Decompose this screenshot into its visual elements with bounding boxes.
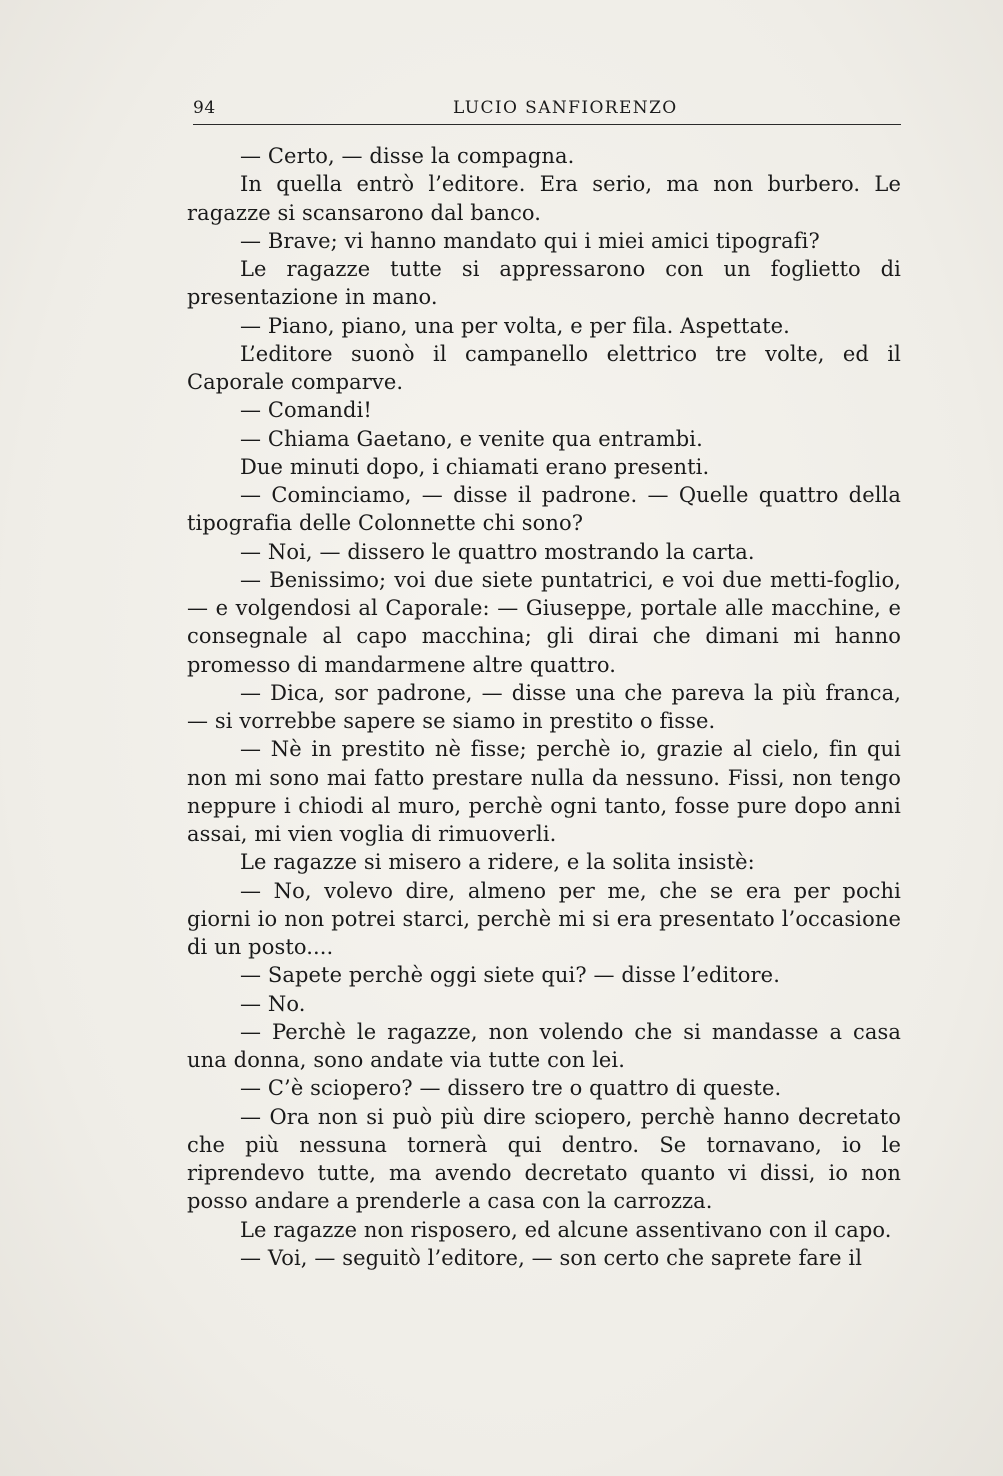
- paragraph: — Piano, piano, una per volta, e per fila. Aspettate.: [240, 313, 790, 338]
- paragraph: Le ragazze non risposero, ed alcune assentivano con il capo.: [240, 1217, 892, 1242]
- paragraph: — Brave; vi hanno mandato qui i miei amici tipografi?: [240, 228, 820, 253]
- paragraph: — Dica, sor padrone, — disse una che pareva la più franca, — si vorrebbe sapere se siamo in prestito o fisse.: [187, 680, 901, 733]
- paragraph: — Perchè le ragazze, non volendo che si mandasse a casa una donna, sono andate via tutte con lei.: [187, 1019, 901, 1072]
- paragraph: — Benissimo; voi due siete puntatrici, e voi due metti-foglio, — e volgendosi al Caporale: — Giuseppe, portale alle macchine, e consegnale al capo macchina; gli dirai che dimani mi hanno promesso di mandarmene altre quattro.: [187, 567, 901, 677]
- paragraph: — Noi, — dissero le quattro mostrando la carta.: [240, 539, 755, 564]
- paragraph: — C’è sciopero? — dissero tre o quattro di queste.: [240, 1076, 782, 1101]
- page-number: 94: [193, 98, 216, 118]
- paragraph: Due minuti dopo, i chiamati erano presenti.: [240, 454, 710, 479]
- body-text: [187, 142, 901, 1272]
- paragraph: — Voi, — seguitò l’editore, — son certo che saprete fare il: [240, 1245, 863, 1270]
- paragraph: Le ragazze si misero a ridere, e la solita insistè:: [240, 850, 755, 875]
- paragraph: — Certo, — disse la compagna.: [240, 144, 575, 168]
- paragraph: — No.: [240, 991, 306, 1016]
- paragraph: In quella entrò l’editore. Era serio, ma non burbero. Le ragazze si scansarono dal banco.: [187, 172, 901, 225]
- paragraph: Le ragazze tutte si appressarono con un foglietto di presentazione in mano.: [187, 257, 901, 310]
- paragraph: — Chiama Gaetano, e venite qua entrambi.: [240, 426, 703, 451]
- paragraph: — No, volevo dire, almeno per me, che se era per pochi giorni io non potrei starci, perchè mi si era presentato l’occasione di un posto....: [187, 878, 901, 959]
- paragraph: — Comandi!: [240, 398, 372, 423]
- paragraph: — Sapete perchè oggi siete qui? — disse l’editore.: [240, 963, 780, 988]
- page-header: [193, 96, 901, 124]
- paragraph: — Nè in prestito nè fisse; perchè io, grazie al cielo, fin qui non mi sono mai fatto prestare nulla da nessuno. Fissi, non tengo neppure i chiodi al muro, perchè ogni tanto, fosse pure dopo anni assai, mi vien voglia di rimuoverli.: [187, 737, 901, 846]
- running-title: LUCIO SANFIORENZO: [453, 98, 678, 118]
- paragraph: L’editore suonò il campanello elettrico tre volte, ed il Caporale comparve.: [187, 341, 901, 394]
- header-rule: [193, 124, 901, 125]
- paragraph: — Cominciamo, — disse il padrone. — Quelle quattro della tipografia delle Colonnette chi sono?: [187, 483, 901, 536]
- paragraph: — Ora non si può più dire sciopero, perchè hanno decretato che più nessuna tornerà qui dentro. Se tornavano, io le riprendevo tutte, ma avendo decretato quanto vi dissi, io non posso andare a prenderle a casa con la carrozza.: [187, 1104, 901, 1214]
